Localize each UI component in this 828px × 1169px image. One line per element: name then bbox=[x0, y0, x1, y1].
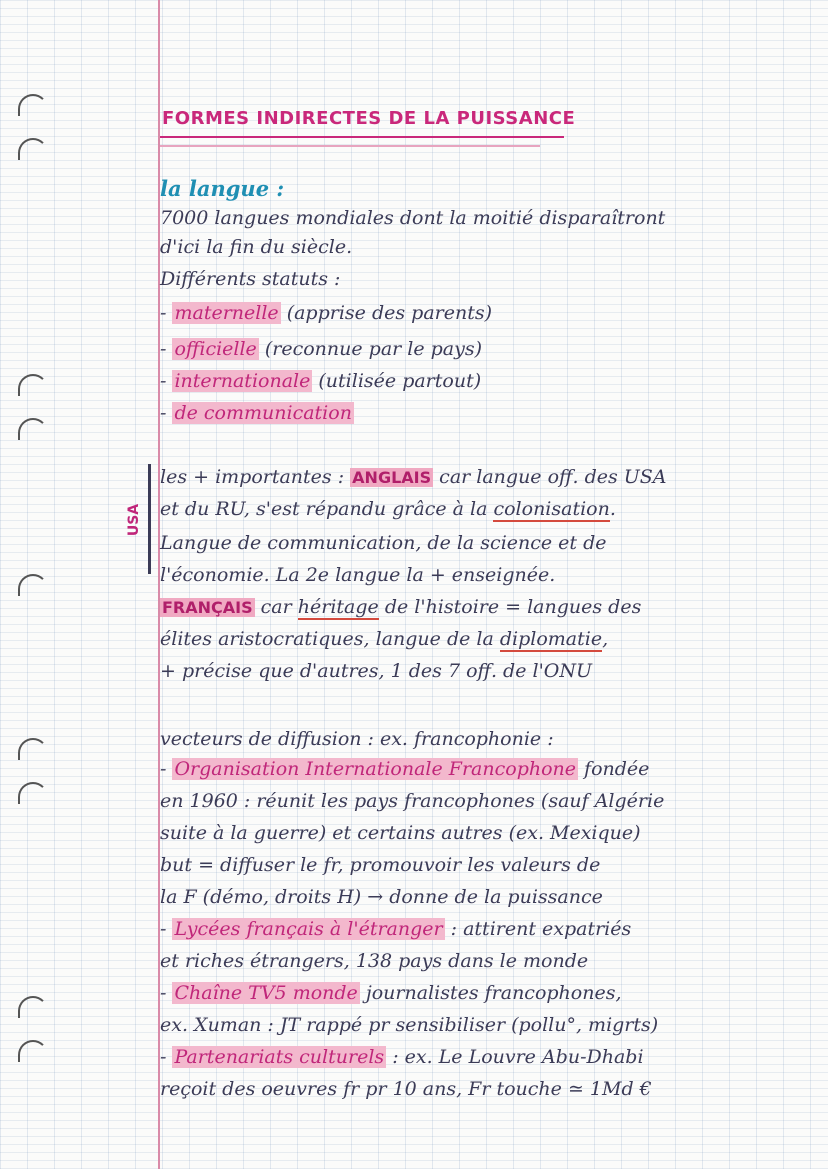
note-line: + précise que d'autres, 1 des 7 off. de l'ONU bbox=[160, 660, 593, 682]
note-text: et du RU, s'est répandu grâce à la bbox=[160, 498, 494, 520]
note-text: car langue off. des USA bbox=[433, 466, 667, 488]
underlined-term: héritage bbox=[297, 596, 379, 618]
highlighted-term: internationale bbox=[174, 370, 311, 392]
page-title: FORMES INDIRECTES DE LA PUISSANCE bbox=[162, 108, 576, 129]
note-line: Langue de communication, de la science et de bbox=[160, 532, 607, 554]
note-line: Différents statuts : bbox=[160, 268, 341, 290]
status-item bbox=[160, 400, 354, 426]
status-item bbox=[160, 300, 492, 326]
highlighted-term: maternelle bbox=[174, 302, 279, 324]
note-line bbox=[160, 626, 608, 652]
status-item bbox=[160, 368, 481, 394]
highlighted-term: Organisation Internationale Francophone bbox=[174, 758, 577, 780]
bullet-dash: - bbox=[160, 338, 173, 360]
note-line: suite à la guerre) et certains autres (ex. Mexique) bbox=[160, 822, 641, 844]
note-line: ex. Xuman : JT rappé pr sensibiliser (pollu°, migrts) bbox=[160, 1014, 659, 1036]
note-line bbox=[160, 1044, 644, 1070]
note-line bbox=[160, 916, 631, 942]
note-line: en 1960 : réunit les pays francophones (sauf Algérie bbox=[160, 790, 665, 812]
note-text: de l'histoire = langues des bbox=[378, 596, 642, 618]
highlighted-term: Chaîne TV5 monde bbox=[174, 982, 358, 1004]
side-bracket bbox=[148, 464, 151, 574]
note-line: 7000 langues mondiales dont la moitié disparaîtront bbox=[160, 207, 666, 229]
bullet-dash: - bbox=[160, 1046, 173, 1068]
note-text: , bbox=[602, 628, 609, 650]
underlined-term: colonisation bbox=[493, 498, 610, 520]
note-line bbox=[160, 496, 616, 522]
note-text: journalistes francophones, bbox=[359, 982, 622, 1004]
note-line: vecteurs de diffusion : ex. francophonie : bbox=[160, 728, 554, 750]
title-underline-secondary bbox=[160, 145, 540, 147]
highlighted-term: de communication bbox=[174, 402, 352, 424]
highlighted-term: officielle bbox=[174, 338, 257, 360]
highlighted-term: Lycées français à l'étranger bbox=[174, 918, 443, 940]
note-line bbox=[160, 464, 667, 491]
keyword-anglais: ANGLAIS bbox=[352, 468, 432, 487]
title-underline bbox=[160, 136, 564, 138]
note-text: (reconnue par le pays) bbox=[258, 338, 483, 360]
note-text: : ex. Le Louvre Abu-Dhabi bbox=[386, 1046, 644, 1068]
bullet-dash: - bbox=[160, 758, 173, 780]
note-text: . bbox=[609, 498, 616, 520]
highlighted-term: Partenariats culturels bbox=[174, 1046, 385, 1068]
bullet-dash: - bbox=[160, 918, 173, 940]
note-line bbox=[160, 594, 641, 621]
note-text: (apprise des parents) bbox=[280, 302, 493, 324]
note-line bbox=[160, 756, 649, 782]
note-line: et riches étrangers, 138 pays dans le monde bbox=[160, 950, 589, 972]
note-text: (utilisée partout) bbox=[312, 370, 482, 392]
note-text: les + importantes : bbox=[160, 466, 351, 488]
note-text: élites aristocratiques, langue de la bbox=[160, 628, 500, 650]
bullet-dash: - bbox=[160, 402, 173, 424]
underlined-term: diplomatie bbox=[499, 628, 603, 650]
bullet-dash: - bbox=[160, 370, 173, 392]
note-line: l'économie. La 2e langue la + enseignée. bbox=[160, 564, 556, 586]
note-line: d'ici la fin du siècle. bbox=[160, 236, 353, 258]
section-heading: la langue : bbox=[160, 176, 285, 201]
status-item bbox=[160, 336, 482, 362]
bullet-dash: - bbox=[160, 302, 173, 324]
keyword-francais: FRANÇAIS bbox=[162, 598, 253, 617]
bullet-dash: - bbox=[160, 982, 173, 1004]
note-text: : attirent expatriés bbox=[444, 918, 632, 940]
note-line: la F (démo, droits H) → donne de la puissance bbox=[160, 886, 603, 908]
note-line: but = diffuser le fr, promouvoir les valeurs de bbox=[160, 854, 601, 876]
note-line bbox=[160, 980, 622, 1006]
note-line: reçoit des oeuvres fr pr 10 ans, Fr touche ≃ 1Md € bbox=[160, 1078, 652, 1100]
note-text: car bbox=[254, 596, 298, 618]
note-text: fondée bbox=[578, 758, 650, 780]
side-label-usa: USA bbox=[126, 503, 143, 537]
